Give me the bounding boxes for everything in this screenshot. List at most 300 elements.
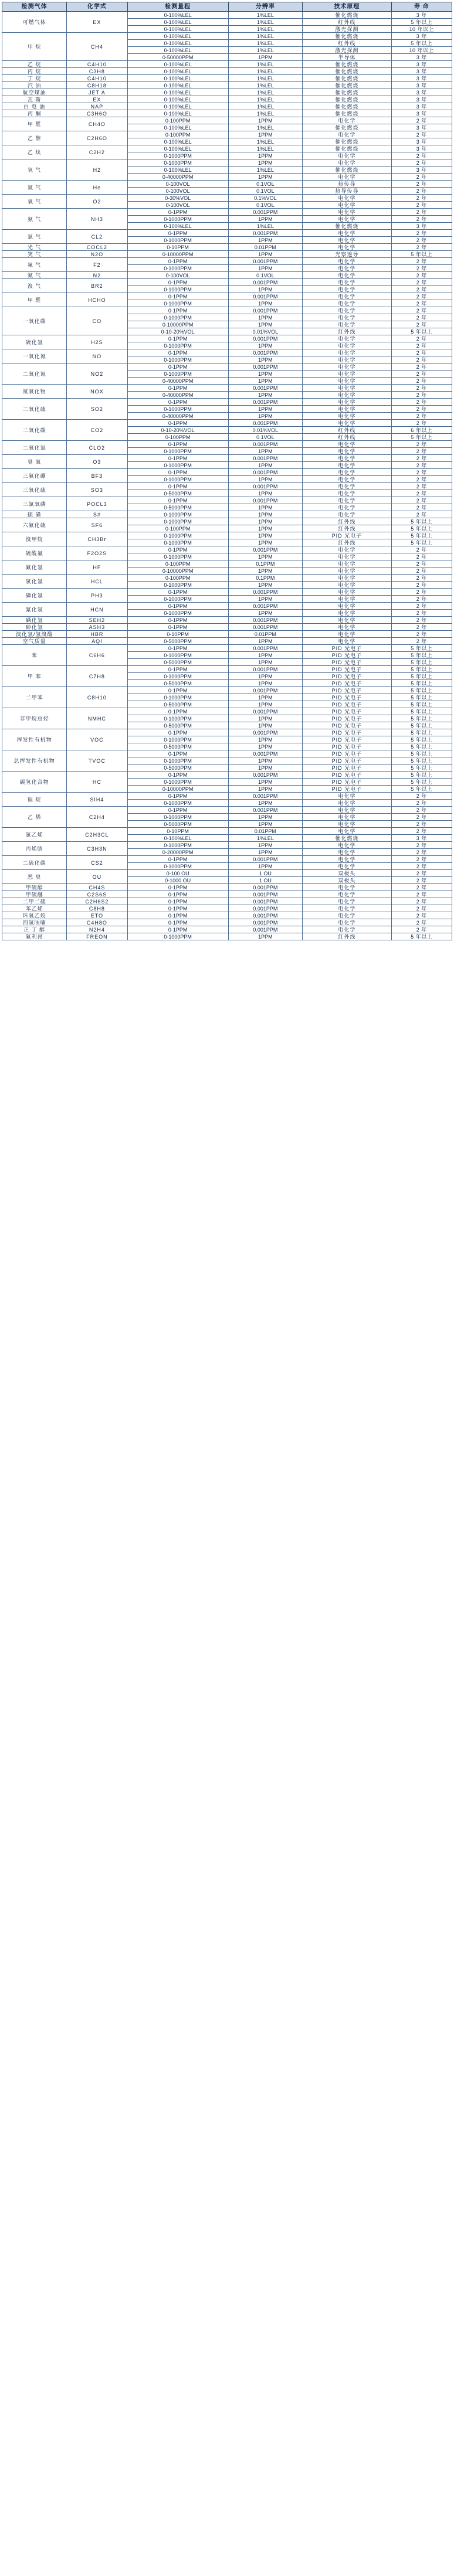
range-cell: 0-100%LEL (127, 75, 228, 82)
resolution-cell: 1PPM (228, 863, 302, 870)
lifetime-cell: 2 年 (391, 406, 452, 413)
range-cell: 0-100%LEL (127, 12, 228, 19)
formula-cell: CH4 (67, 33, 127, 61)
resolution-cell: 1PPM (228, 567, 302, 575)
range-cell: 0-1PPM (127, 729, 228, 736)
gas-name-cell: 氮氧化物 (2, 385, 67, 399)
resolution-cell: 0.001PPM (228, 624, 302, 631)
range-cell: 0-1000PPM (127, 779, 228, 786)
formula-cell: BR2 (67, 279, 127, 293)
gas-name-cell: 硫酰氟 (2, 546, 67, 560)
resolution-cell: 0.001PPM (228, 603, 302, 610)
formula-cell: TVOC (67, 750, 127, 772)
table-row (2, 159, 452, 166)
range-cell: 0-1000PPM (127, 342, 228, 349)
gas-name-cell: 光 气 (2, 244, 67, 251)
technology-cell: 电化学 (303, 511, 392, 518)
resolution-cell: 1%LEL (228, 26, 302, 33)
resolution-cell: 0.001PPM (228, 926, 302, 933)
table-row (2, 898, 452, 905)
lifetime-cell: 5 年以上 (391, 772, 452, 779)
resolution-cell: 0.1PPM (228, 560, 302, 567)
technology-cell: 电化学 (303, 174, 392, 181)
technology-cell: PID 光电子 (303, 652, 392, 659)
technology-cell: 电化学 (303, 356, 392, 363)
technology-cell: 电化学 (303, 216, 392, 223)
range-cell: 0-1000PPM (127, 814, 228, 821)
formula-cell: NOX (67, 385, 127, 399)
resolution-cell: 0.001PPM (228, 279, 302, 286)
resolution-cell: 0.001PPM (228, 772, 302, 779)
resolution-cell: 1PPM (228, 673, 302, 680)
lifetime-cell: 2 年 (391, 596, 452, 603)
technology-cell: 催化燃烧 (303, 61, 392, 68)
range-cell: 0-1PPM (127, 230, 228, 237)
lifetime-cell: 2 年 (391, 898, 452, 905)
range-cell: 0-10-20%VOL (127, 427, 228, 434)
technology-cell: 电化学 (303, 849, 392, 856)
formula-cell: C6H6 (67, 645, 127, 666)
formula-cell: SIH4 (67, 793, 127, 807)
range-cell: 0-1000PPM (127, 371, 228, 378)
table-row (2, 532, 452, 539)
resolution-cell: 0.001PPM (228, 399, 302, 406)
formula-cell: SF6 (67, 518, 127, 532)
lifetime-cell: 2 年 (391, 553, 452, 560)
technology-cell: 催化燃烧 (303, 166, 392, 174)
formula-cell: NMHC (67, 708, 127, 729)
formula-cell: ASH3 (67, 624, 127, 631)
resolution-cell: 1%LEL (228, 166, 302, 174)
technology-cell: 催化燃烧 (303, 96, 392, 103)
formula-cell: FREON (67, 933, 127, 940)
gas-name-cell: 白 电 油 (2, 103, 67, 110)
lifetime-cell: 2 年 (391, 181, 452, 188)
technology-cell: 激光探测 (303, 47, 392, 54)
technology-cell: 电化学 (303, 455, 392, 462)
lifetime-cell: 5 年以上 (391, 750, 452, 757)
gas-name-cell: 臭 氧 (2, 455, 67, 469)
resolution-cell: 1PPM (228, 553, 302, 560)
table-row (2, 603, 452, 610)
lifetime-cell: 2 年 (391, 877, 452, 884)
technology-cell: PID 光电子 (303, 750, 392, 757)
range-cell: 0-1000PPM (127, 314, 228, 321)
formula-cell: JET A (67, 89, 127, 96)
gas-name-cell: 四氢呋喃 (2, 919, 67, 926)
technology-cell: 双极头 (303, 877, 392, 884)
technology-cell: 电化学 (303, 596, 392, 603)
gas-name-cell: 乙 醇 (2, 131, 67, 145)
lifetime-cell: 3 年 (391, 103, 452, 110)
table-row (2, 103, 452, 110)
table-row (2, 919, 452, 926)
gas-name-cell: 汽 油 (2, 82, 67, 89)
range-cell: 0-100%LEL (127, 835, 228, 842)
resolution-cell: 1%LEL (228, 110, 302, 117)
gas-name-cell: 正 丁 醇 (2, 926, 67, 933)
range-cell: 0-1PPM (127, 441, 228, 448)
range-cell: 0-1PPM (127, 708, 228, 715)
resolution-cell: 1%LEL (228, 124, 302, 131)
technology-cell: 双极头 (303, 870, 392, 877)
gas-name-cell: 苯 (2, 645, 67, 666)
lifetime-cell: 2 年 (391, 209, 452, 216)
formula-cell: C2H6O (67, 131, 127, 145)
table-row (2, 131, 452, 138)
formula-cell: HCN (67, 603, 127, 617)
formula-cell: N2 (67, 272, 127, 279)
resolution-cell: 1PPM (228, 786, 302, 793)
resolution-cell: 0.01%VOL (228, 427, 302, 434)
formula-cell: SEH2 (67, 617, 127, 624)
table-row (2, 335, 452, 342)
table-row (2, 666, 452, 673)
resolution-cell: 1PPM (228, 251, 302, 258)
lifetime-cell: 3 年 (391, 145, 452, 152)
formula-cell: CO2 (67, 420, 127, 441)
lifetime-cell: 2 年 (391, 462, 452, 469)
range-cell: 0-1PPM (127, 898, 228, 905)
gas-name-cell: 环氧乙烷 (2, 912, 67, 919)
table-row (2, 181, 452, 188)
technology-cell: 电化学 (303, 385, 392, 392)
technology-cell: 电化学 (303, 202, 392, 209)
lifetime-cell: 5 年以上 (391, 779, 452, 786)
table-row (2, 926, 452, 933)
gas-name-cell: 乙 烷 (2, 61, 67, 68)
table-row (2, 117, 452, 124)
technology-cell: PID 光电子 (303, 722, 392, 729)
formula-cell: H2S (67, 335, 127, 349)
technology-cell: 电化学 (303, 131, 392, 138)
lifetime-cell: 2 年 (391, 856, 452, 863)
gas-name-cell: 二甲二硫 (2, 898, 67, 905)
table-row (2, 469, 452, 476)
technology-cell: 电化学 (303, 349, 392, 356)
resolution-cell: 1PPM (228, 582, 302, 589)
range-cell: 0-1PPM (127, 483, 228, 490)
lifetime-cell: 2 年 (391, 884, 452, 891)
lifetime-cell: 2 年 (391, 448, 452, 455)
formula-cell: C4H10 (67, 75, 127, 82)
technology-cell: 电化学 (303, 617, 392, 624)
range-cell: 0-100%LEL (127, 103, 228, 110)
resolution-cell: 1%LEL (228, 145, 302, 152)
table-row (2, 560, 452, 567)
resolution-cell: 1%LEL (228, 47, 302, 54)
technology-cell: 电化学 (303, 209, 392, 216)
lifetime-cell: 2 年 (391, 356, 452, 363)
gas-name-cell: 一氧化碳 (2, 307, 67, 335)
range-cell: 0-1PPM (127, 603, 228, 610)
resolution-cell: 1PPM (228, 406, 302, 413)
lifetime-cell: 2 年 (391, 483, 452, 490)
technology-cell: 电化学 (303, 300, 392, 307)
gas-name-cell: 二氧化碳 (2, 420, 67, 441)
lifetime-cell: 6 年以上 (391, 427, 452, 434)
resolution-cell: 1PPM (228, 159, 302, 166)
technology-cell: 催化燃烧 (303, 12, 392, 19)
technology-cell: 电化学 (303, 926, 392, 933)
table-row (2, 750, 452, 757)
table-row (2, 870, 452, 877)
range-cell: 0-100%LEL (127, 124, 228, 131)
lifetime-cell: 2 年 (391, 378, 452, 385)
range-cell: 0-100%LEL (127, 223, 228, 230)
range-cell: 0-1PPM (127, 666, 228, 673)
gas-name-cell: 甲 苯 (2, 666, 67, 687)
range-cell: 0-100PPM (127, 575, 228, 582)
resolution-cell: 1%LEL (228, 103, 302, 110)
lifetime-cell: 2 年 (391, 926, 452, 933)
resolution-cell: 1PPM (228, 694, 302, 701)
range-cell: 0-100PPM (127, 525, 228, 532)
table-row (2, 96, 452, 103)
range-cell: 0-1000PPM (127, 511, 228, 518)
technology-cell: 电化学 (303, 279, 392, 286)
range-cell: 0-100PPM (127, 560, 228, 567)
resolution-cell: 1%LEL (228, 82, 302, 89)
gas-name-cell: 非甲烷总烃 (2, 708, 67, 729)
formula-cell: CH4S (67, 884, 127, 891)
table-row (2, 307, 452, 314)
gas-name-cell: 六氟化硫 (2, 518, 67, 532)
technology-cell: 红外线 (303, 19, 392, 26)
lifetime-cell: 2 年 (391, 321, 452, 328)
formula-cell: C3H6O (67, 110, 127, 117)
technology-cell: 电化学 (303, 793, 392, 800)
formula-cell: COCL2 (67, 244, 127, 251)
resolution-cell: 1PPM (228, 849, 302, 856)
resolution-cell: 0.001PPM (228, 258, 302, 265)
lifetime-cell: 3 年 (391, 68, 452, 75)
formula-cell: CL2 (67, 230, 127, 244)
resolution-cell: 1%LEL (228, 68, 302, 75)
resolution-cell: 0.001PPM (228, 441, 302, 448)
gas-name-cell: 一氧化氮 (2, 349, 67, 363)
gas-name-cell: 硫 磺 (2, 511, 67, 518)
table-row (2, 420, 452, 427)
range-cell: 0-1PPM (127, 772, 228, 779)
range-cell: 0-100%LEL (127, 96, 228, 103)
lifetime-cell: 3 年 (391, 138, 452, 145)
gas-name-cell: 溴 气 (2, 279, 67, 293)
technology-cell: 电化学 (303, 603, 392, 610)
gas-name-cell: 氦 气 (2, 181, 67, 195)
resolution-cell: 1PPM (228, 476, 302, 483)
lifetime-cell: 2 年 (391, 293, 452, 300)
resolution-cell: 1PPM (228, 779, 302, 786)
lifetime-cell: 2 年 (391, 793, 452, 800)
resolution-cell: 0.01%VOL (228, 328, 302, 335)
formula-cell: O2 (67, 195, 127, 209)
resolution-cell: 1PPM (228, 736, 302, 743)
technology-cell: 电化学 (303, 265, 392, 272)
resolution-cell: 1%LEL (228, 835, 302, 842)
formula-cell: C8H18 (67, 82, 127, 89)
range-cell: 0-30%VOL (127, 195, 228, 202)
table-row (2, 244, 452, 251)
lifetime-cell: 2 年 (391, 244, 452, 251)
resolution-cell: 1PPM (228, 378, 302, 385)
lifetime-cell: 2 年 (391, 335, 452, 342)
lifetime-cell: 2 年 (391, 279, 452, 286)
table-row (2, 110, 452, 117)
technology-cell: 催化燃烧 (303, 110, 392, 117)
gas-name-cell: 丙 酮 (2, 110, 67, 117)
table-row (2, 687, 452, 694)
lifetime-cell: 2 年 (391, 314, 452, 321)
technology-cell: 电化学 (303, 258, 392, 265)
technology-cell: PID 光电子 (303, 708, 392, 715)
resolution-cell: 1PPM (228, 117, 302, 124)
gas-name-cell: 可燃气体 (2, 12, 67, 33)
lifetime-cell: 2 年 (391, 490, 452, 497)
technology-cell: PID 光电子 (303, 715, 392, 722)
range-cell: 0-5000PPM (127, 743, 228, 750)
lifetime-cell: 2 年 (391, 286, 452, 293)
technology-cell: 热导传导 (303, 188, 392, 195)
gas-name-cell: 氟化氢 (2, 560, 67, 575)
resolution-cell: 0.001PPM (228, 385, 302, 392)
range-cell: 0-100%LEL (127, 138, 228, 145)
lifetime-cell: 2 年 (391, 828, 452, 835)
lifetime-cell: 2 年 (391, 202, 452, 209)
resolution-cell: 1PPM (228, 131, 302, 138)
range-cell: 0-100%LEL (127, 110, 228, 117)
formula-cell: EX (67, 96, 127, 103)
range-cell: 0-1PPM (127, 335, 228, 342)
lifetime-cell: 2 年 (391, 603, 452, 610)
lifetime-cell: 2 年 (391, 905, 452, 912)
resolution-cell: 0.1VOL (228, 272, 302, 279)
technology-cell: PID 光电子 (303, 786, 392, 793)
range-cell: 0-1PPM (127, 926, 228, 933)
range-cell: 0-1PPM (127, 624, 228, 631)
resolution-cell: 0.001PPM (228, 469, 302, 476)
technology-cell: 电化学 (303, 159, 392, 166)
resolution-cell: 0.001PPM (228, 497, 302, 504)
resolution-cell: 0.001PPM (228, 455, 302, 462)
range-cell: 0-1000PPM (127, 518, 228, 525)
lifetime-cell: 5 年以上 (391, 933, 452, 940)
resolution-cell: 1PPM (228, 764, 302, 772)
lifetime-cell: 2 年 (391, 230, 452, 237)
technology-cell: PID 光电子 (303, 736, 392, 743)
lifetime-cell: 5 年以上 (391, 532, 452, 539)
formula-cell: SO2 (67, 399, 127, 420)
formula-cell: CLO2 (67, 441, 127, 455)
range-cell: 0-100%LEL (127, 33, 228, 40)
resolution-cell: 0.1%VOL (228, 195, 302, 202)
lifetime-cell: 5 年以上 (391, 786, 452, 793)
range-cell: 0-1PPM (127, 617, 228, 624)
lifetime-cell: 2 年 (391, 392, 452, 399)
range-cell: 0-1000PPM (127, 582, 228, 589)
technology-cell: 电化学 (303, 272, 392, 279)
range-cell: 0-100%LEL (127, 89, 228, 96)
table-row (2, 483, 452, 490)
range-cell: 0-10000PPM (127, 567, 228, 575)
table-row (2, 33, 452, 40)
lifetime-cell: 3 年 (391, 61, 452, 68)
resolution-cell: 0.001PPM (228, 293, 302, 300)
technology-cell: 电化学 (303, 856, 392, 863)
formula-cell: C8H8 (67, 905, 127, 912)
table-row (2, 891, 452, 898)
gas-name-cell: 溴化氢/氢溴酸 (2, 631, 67, 638)
lifetime-cell: 3 年 (391, 82, 452, 89)
lifetime-cell: 5 年以上 (391, 673, 452, 680)
range-cell: 0-100%LEL (127, 68, 228, 75)
lifetime-cell: 5 年以上 (391, 729, 452, 736)
resolution-cell: 1%LEL (228, 138, 302, 145)
technology-cell: 电化学 (303, 413, 392, 420)
table-row (2, 89, 452, 96)
formula-cell: CS2 (67, 856, 127, 870)
formula-cell: C2S6S (67, 891, 127, 898)
lifetime-cell: 2 年 (391, 476, 452, 483)
technology-cell: 电化学 (303, 363, 392, 371)
range-cell: 0-10-20%VOL (127, 328, 228, 335)
table-row (2, 82, 452, 89)
technology-cell: 电化学 (303, 230, 392, 237)
technology-cell: 电化学 (303, 638, 392, 645)
range-cell: 0-1PPM (127, 349, 228, 356)
resolution-cell: 0.001PPM (228, 483, 302, 490)
lifetime-cell: 2 年 (391, 307, 452, 314)
header-formula: 化学式 (67, 2, 127, 12)
technology-cell: 催化燃烧 (303, 835, 392, 842)
gas-name-cell: 甲 烷 (2, 33, 67, 61)
lifetime-cell: 5 年以上 (391, 328, 452, 335)
technology-cell: PID 光电子 (303, 694, 392, 701)
gas-name-cell: 二氧化氮 (2, 363, 67, 385)
table-row (2, 293, 452, 300)
formula-cell: NO2 (67, 363, 127, 385)
lifetime-cell: 3 年 (391, 75, 452, 82)
range-cell: 0-100VOL (127, 272, 228, 279)
lifetime-cell: 2 年 (391, 216, 452, 223)
resolution-cell: 0.001PPM (228, 905, 302, 912)
technology-cell: 催化燃烧 (303, 75, 392, 82)
gas-name-cell: 甲 醛 (2, 293, 67, 307)
table-row (2, 12, 452, 19)
range-cell: 0-1PPM (127, 363, 228, 371)
gas-name-cell: 溴甲烷 (2, 532, 67, 546)
technology-cell: 激光探测 (303, 26, 392, 33)
technology-cell: 电化学 (303, 546, 392, 553)
range-cell: 0-1000PPM (127, 406, 228, 413)
formula-cell: C8H10 (67, 687, 127, 708)
technology-cell: 电化学 (303, 462, 392, 469)
lifetime-cell: 2 年 (391, 188, 452, 195)
resolution-cell: 0.001PPM (228, 884, 302, 891)
range-cell: 0-1PPM (127, 905, 228, 912)
technology-cell: 红外线 (303, 40, 392, 47)
range-cell: 0-1PPM (127, 912, 228, 919)
range-cell: 0-5000PPM (127, 701, 228, 708)
range-cell: 0-10PPM (127, 244, 228, 251)
table-row (2, 145, 452, 152)
table-row (2, 793, 452, 800)
range-cell: 0-100%LEL (127, 47, 228, 54)
table-row (2, 518, 452, 525)
lifetime-cell: 2 年 (391, 159, 452, 166)
range-cell: 0-100%LEL (127, 40, 228, 47)
gas-detection-spec-sheet (0, 2, 454, 940)
